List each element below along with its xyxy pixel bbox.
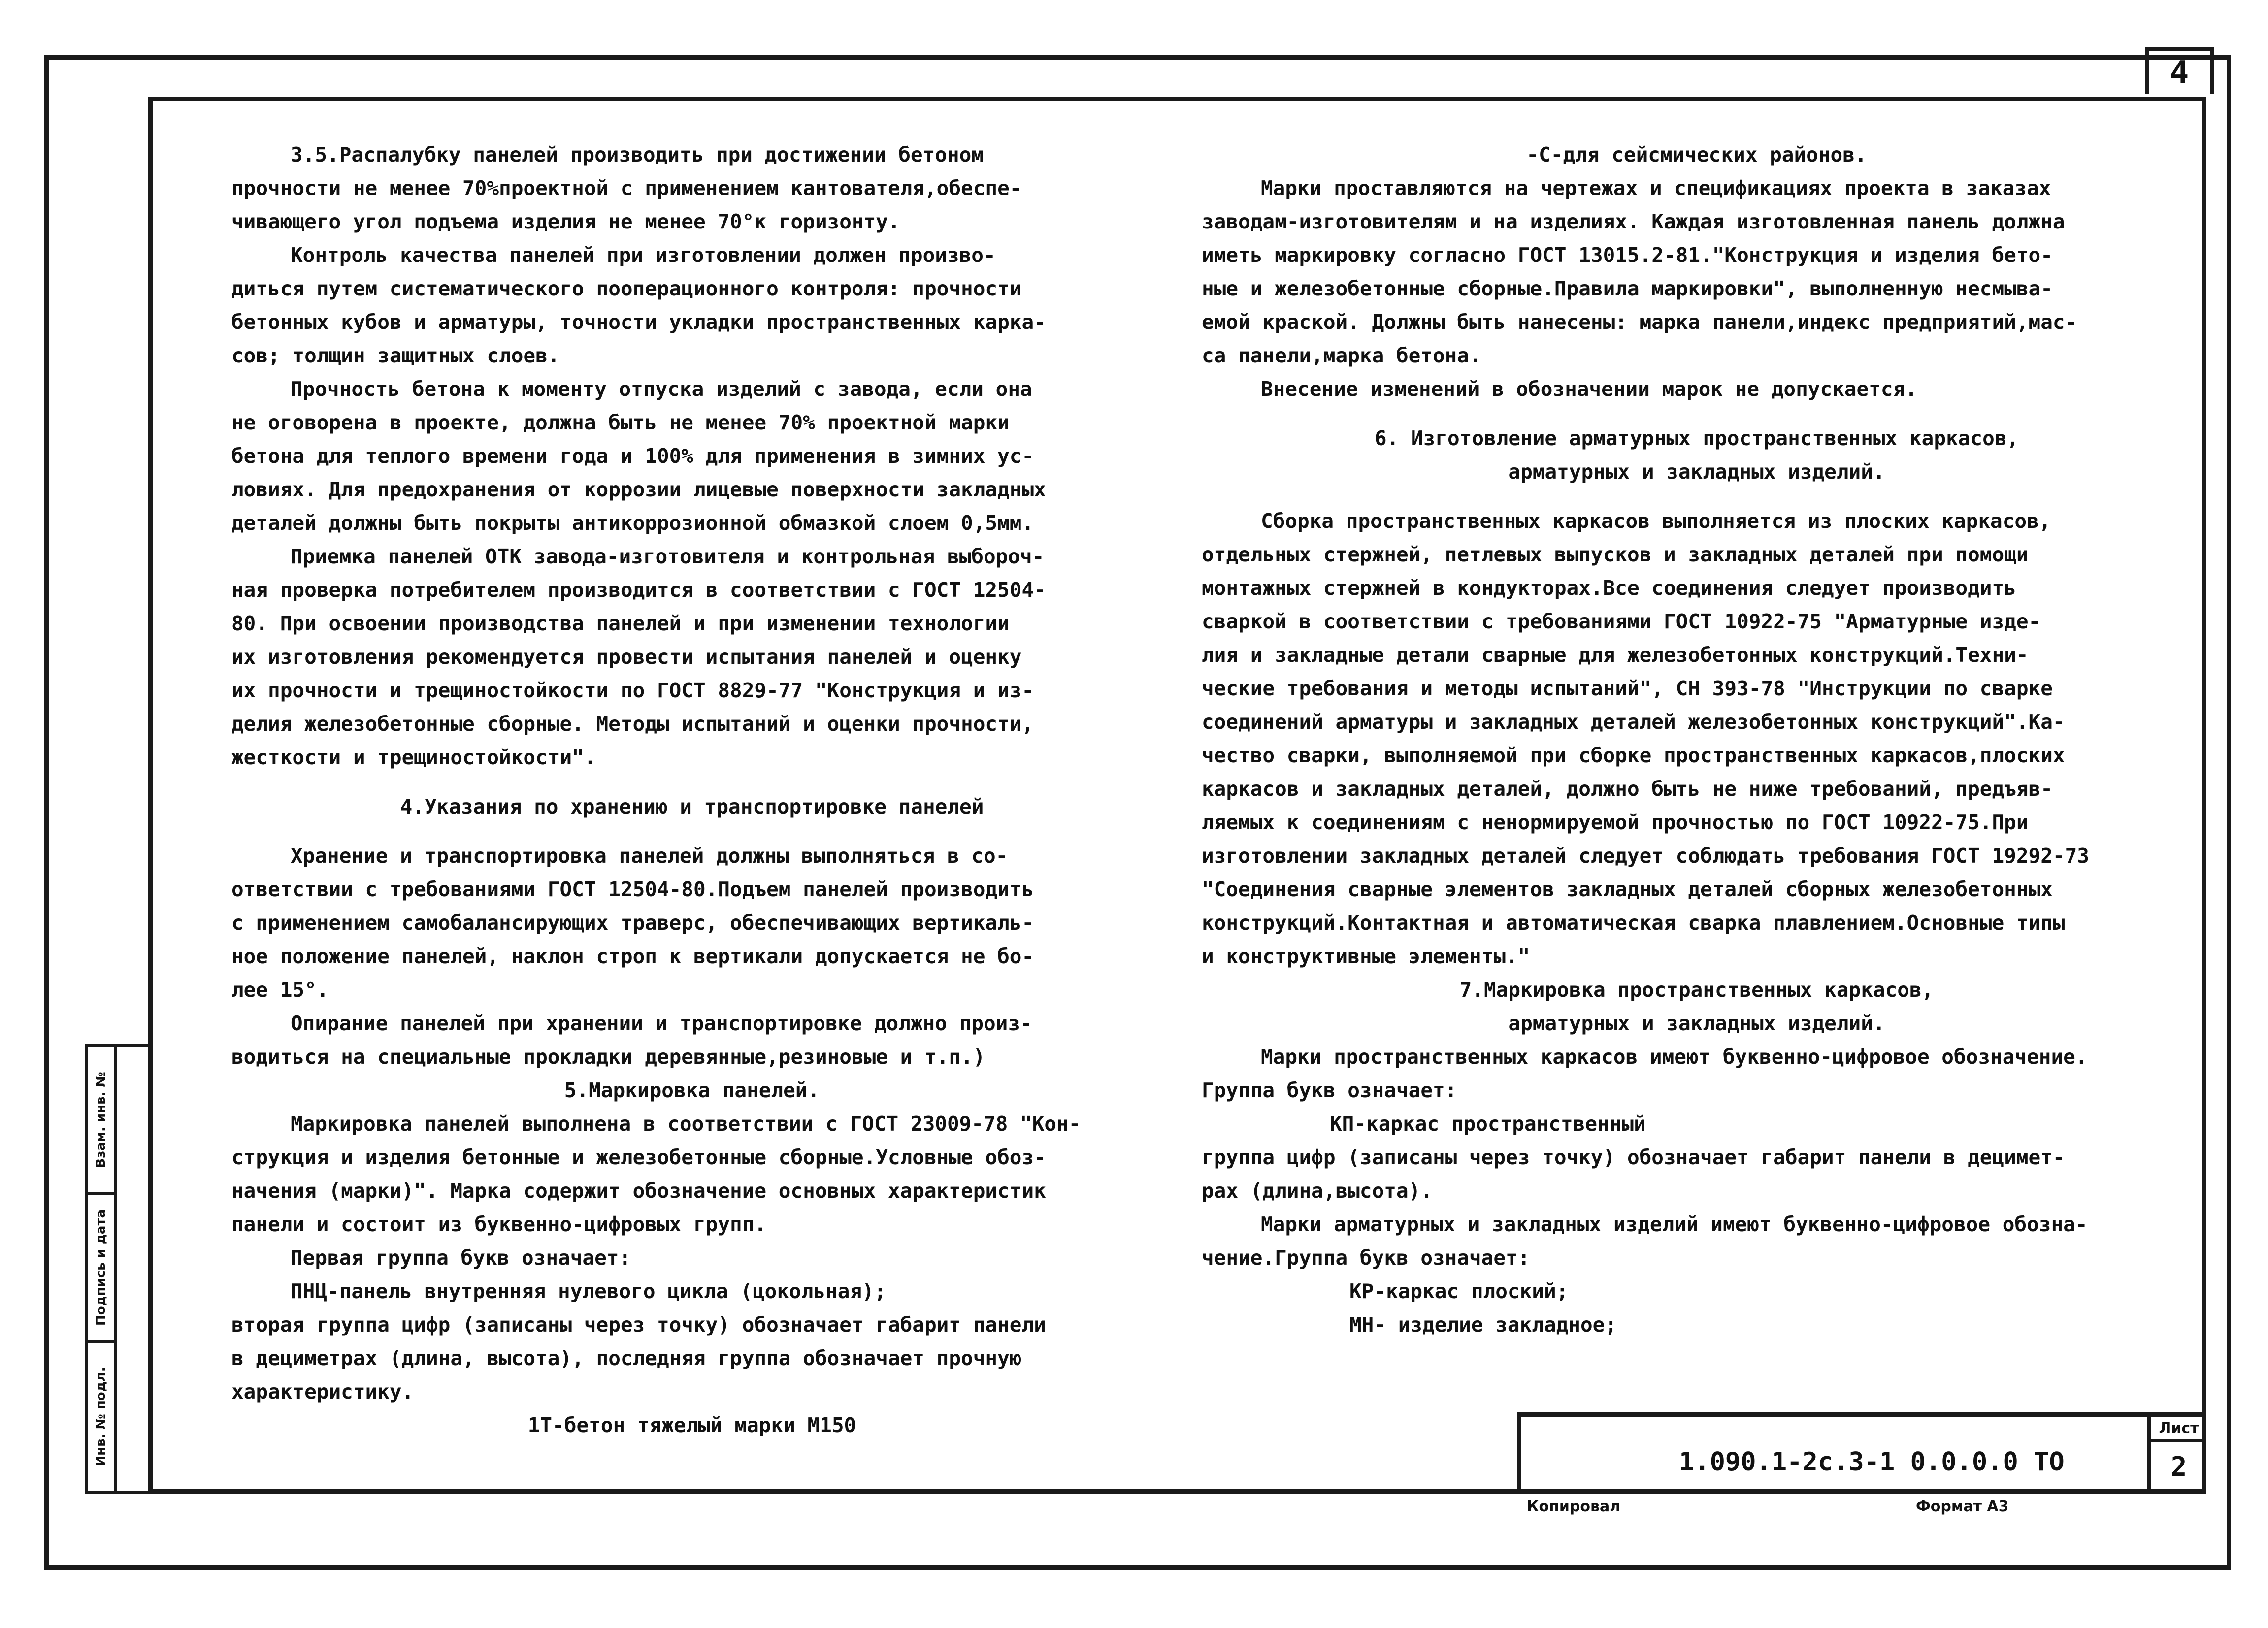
side-cell-label: Взам. инв. №	[94, 1072, 108, 1168]
sheet-number: 2	[2170, 1451, 2187, 1482]
text-line: Марки арматурных и закладных изделий имеют буквенно-цифровое обозна-	[1261, 1212, 2088, 1236]
text-line: в дециметрах (длина, высота), последняя группа обозначает прочную	[231, 1346, 1022, 1370]
text-line: КР-каркас плоский;	[1349, 1279, 1569, 1303]
text-line: вторая группа цифр (записаны через точку) обозначает габарит панели	[231, 1313, 1046, 1336]
text-line: их изготовления рекомендуется провести испытания панелей и оценку	[231, 645, 1022, 669]
text-line: ловиях. Для предохранения от коррозии лицевые поверхности закладных	[231, 478, 1046, 501]
section-heading: 1Т-бетон тяжелый марки М150	[527, 1413, 856, 1437]
text-line: ляемых к соединениям с ненормируемой прочностью по ГОСТ 10922-75.При	[1202, 811, 2029, 834]
text-line: Внесение изменений в обозначении марок не допускается.	[1261, 377, 1917, 401]
text-line: ответствии с требованиями ГОСТ 12504-80.Подъем панелей производить	[231, 878, 1034, 901]
text-line: не оговорена в проекте, должна быть не менее 70% проектной марки	[231, 411, 1010, 434]
text-line: лее 15°.	[231, 978, 329, 1002]
text-line: прочности не менее 70%проектной с применением кантователя,обеспе-	[231, 176, 1022, 200]
text-line: МН- изделие закладное;	[1349, 1313, 1617, 1336]
text-line: Марки проставляются на чертежах и спецификациях проекта в заказах	[1261, 176, 2051, 200]
text-line: ные и железобетонные сборные.Правила маркировки", выполненную несмыва-	[1202, 277, 2053, 300]
text-line: Маркировка панелей выполнена в соответствии с ГОСТ 23009-78 "Кон-	[291, 1112, 1081, 1136]
section-heading: арматурных и закладных изделий.	[1508, 1011, 1885, 1035]
text-line: Прочность бетона к моменту отпуска изделий с завода, если она	[291, 377, 1032, 401]
text-line: бетонных кубов и арматуры, точности укладки пространственных карка-	[231, 310, 1046, 334]
text-line: монтажных стержней в кондукторах.Все соединения следует производить	[1202, 576, 2016, 600]
title-block	[1517, 1412, 2206, 1494]
left-text-column	[231, 138, 1152, 1442]
text-line: чество сварки, выполняемой при сборке пространственных каркасов,плоских	[1202, 744, 2065, 767]
sheet-label: Лист	[2151, 1420, 2206, 1442]
right-text-column	[1202, 138, 2192, 1341]
text-line: 3.5.Распалубку панелей производить при достижении бетоном	[291, 143, 984, 166]
text-line: начения (марки)". Марка содержит обозначение основных характеристик	[231, 1179, 1046, 1203]
text-line: Приемка панелей ОТК завода-изготовителя и контрольная выбороч-	[291, 545, 1045, 568]
text-line: Сборка пространственных каркасов выполняется из плоских каркасов,	[1261, 509, 2051, 533]
text-line: Хранение и транспортировка панелей должны выполняться в со-	[291, 844, 1008, 868]
side-cell-inv-orig	[88, 1343, 114, 1491]
text-line: "Соединения сварные элементов закладных деталей сборных железобетонных	[1202, 878, 2053, 901]
text-line: са панели,марка бетона.	[1202, 344, 1481, 367]
text-line: с применением самобалансирующих траверс, обеспечивающих вертикаль-	[231, 911, 1034, 935]
spacer	[1202, 406, 2192, 422]
footer-format: Формат А3	[1916, 1498, 2009, 1515]
side-stamp-divider	[114, 1047, 117, 1491]
text-line: бетона для теплого времени года и 100% для применения в зимних ус-	[231, 444, 1034, 468]
section-heading: 4.Указания по хранению и транспортировке панелей	[400, 795, 984, 818]
document-designation: 1.090.1-2с.3-1 0.0.0.0 ТО	[1679, 1447, 2065, 1477]
spacer	[231, 774, 1152, 790]
text-line: диться путем систематического пооперационного контроля: прочности	[231, 277, 1022, 300]
text-line: панели и состоит из буквенно-цифровых групп.	[231, 1212, 767, 1236]
text-line: заводам-изготовителям и на изделиях. Каждая изготовленная панель должна	[1202, 210, 2065, 233]
side-cell-replaced	[88, 1047, 114, 1195]
side-stamp	[85, 1044, 148, 1494]
text-line: характеристику.	[231, 1380, 414, 1403]
text-line: чение.Группа букв означает:	[1202, 1246, 1530, 1270]
spacer	[1202, 488, 2192, 504]
text-line: конструкций.Контактная и автоматическая сварка плавлением.Основные типы	[1202, 911, 2065, 935]
text-line: делия железобетонные сборные. Методы испытаний и оценки прочности,	[231, 712, 1034, 736]
text-line: изготовлении закладных деталей следует соблюдать требования ГОСТ 19292-73	[1202, 844, 2089, 868]
section-heading: 6. Изготовление арматурных пространственных каркасов,	[1374, 426, 2019, 450]
text-line: деталей должны быть покрыты антикоррозионной обмазкой слоем 0,5мм.	[231, 511, 1034, 535]
text-line: ПНЦ-панель внутренняя нулевого цикла (цокольная);	[291, 1279, 887, 1303]
text-line: Марки пространственных каркасов имеют буквенно-цифровое обозначение.	[1261, 1045, 2088, 1069]
text-line: сваркой в соответствии с требованиями ГОСТ 10922-75 "Арматурные изде-	[1202, 610, 2041, 633]
text-line: ная проверка потребителем производится в соответствии с ГОСТ 12504-	[231, 578, 1046, 602]
footer-copied: Копировал	[1527, 1498, 1621, 1515]
text-line: ное положение панелей, наклон строп к вертикали допускается не бо-	[231, 944, 1034, 968]
text-line: соединений арматуры и закладных деталей железобетонных конструкций".Ка-	[1202, 710, 2065, 734]
text-line: Опирание панелей при хранении и транспортировке должно произ-	[291, 1011, 1032, 1035]
text-line: отдельных стержней, петлевых выпусков и закладных деталей при помощи	[1202, 543, 2029, 566]
text-line: 80. При освоении производства панелей и при изменении технологии	[231, 612, 1010, 635]
side-cell-label: Подпись и дата	[94, 1209, 108, 1326]
text-line: водиться на специальные прокладки деревянные,резиновые и т.п.)	[231, 1045, 986, 1069]
text-line: каркасов и закладных деталей, должно быть не ниже требований, предъяв-	[1202, 777, 2053, 801]
text-line: сов; толщин защитных слоев.	[231, 344, 560, 367]
side-cell-label: Инв. № подл.	[94, 1367, 108, 1466]
text-line: ческие требования и методы испытаний", СН 393-78 "Инструкции по сварке	[1202, 677, 2053, 700]
text-line: струкция и изделия бетонные и железобетонные сборные.Условные обоз-	[231, 1145, 1046, 1169]
section-heading: 7.Маркировка пространственных каркасов,	[1459, 978, 1934, 1002]
section-heading: арматурных и закладных изделий.	[1508, 460, 1885, 484]
text-line: лия и закладные детали сварные для железобетонных конструкций.Техни-	[1202, 643, 2029, 667]
text-line: Первая группа букв означает:	[291, 1246, 631, 1270]
text-line: иметь маркировку согласно ГОСТ 13015.2-81."Конструкция и изделия бето-	[1202, 243, 2053, 267]
section-heading: -С-для сейсмических районов.	[1526, 143, 1867, 166]
text-line: чивающего угол подъема изделия не менее 70°к горизонту.	[231, 210, 900, 233]
sheet-cell	[2147, 1417, 2206, 1494]
text-line: жесткости и трещиностойкости".	[231, 746, 596, 769]
text-line: и конструктивные элементы."	[1202, 944, 1530, 968]
side-cell-signature	[88, 1195, 114, 1343]
text-line: Контроль качества панелей при изготовлении должен произво-	[291, 243, 996, 267]
text-line: емой краской. Должны быть нанесены: марка панели,индекс предприятий,мас-	[1202, 310, 2077, 334]
text-line: рах (длина,высота).	[1202, 1179, 1433, 1203]
text-line: КП-каркас пространственный	[1330, 1112, 1646, 1136]
spacer	[231, 823, 1152, 839]
section-heading: 5.Маркировка панелей.	[564, 1078, 820, 1102]
text-line: их прочности и трещиностойкости по ГОСТ 8829-77 "Конструкция и из-	[231, 679, 1034, 702]
corner-page-number: 4	[2145, 47, 2214, 94]
text-line: группа цифр (записаны через точку) обозначает габарит панели в децимет-	[1202, 1145, 2065, 1169]
text-line: Группа букв означает:	[1202, 1078, 1457, 1102]
